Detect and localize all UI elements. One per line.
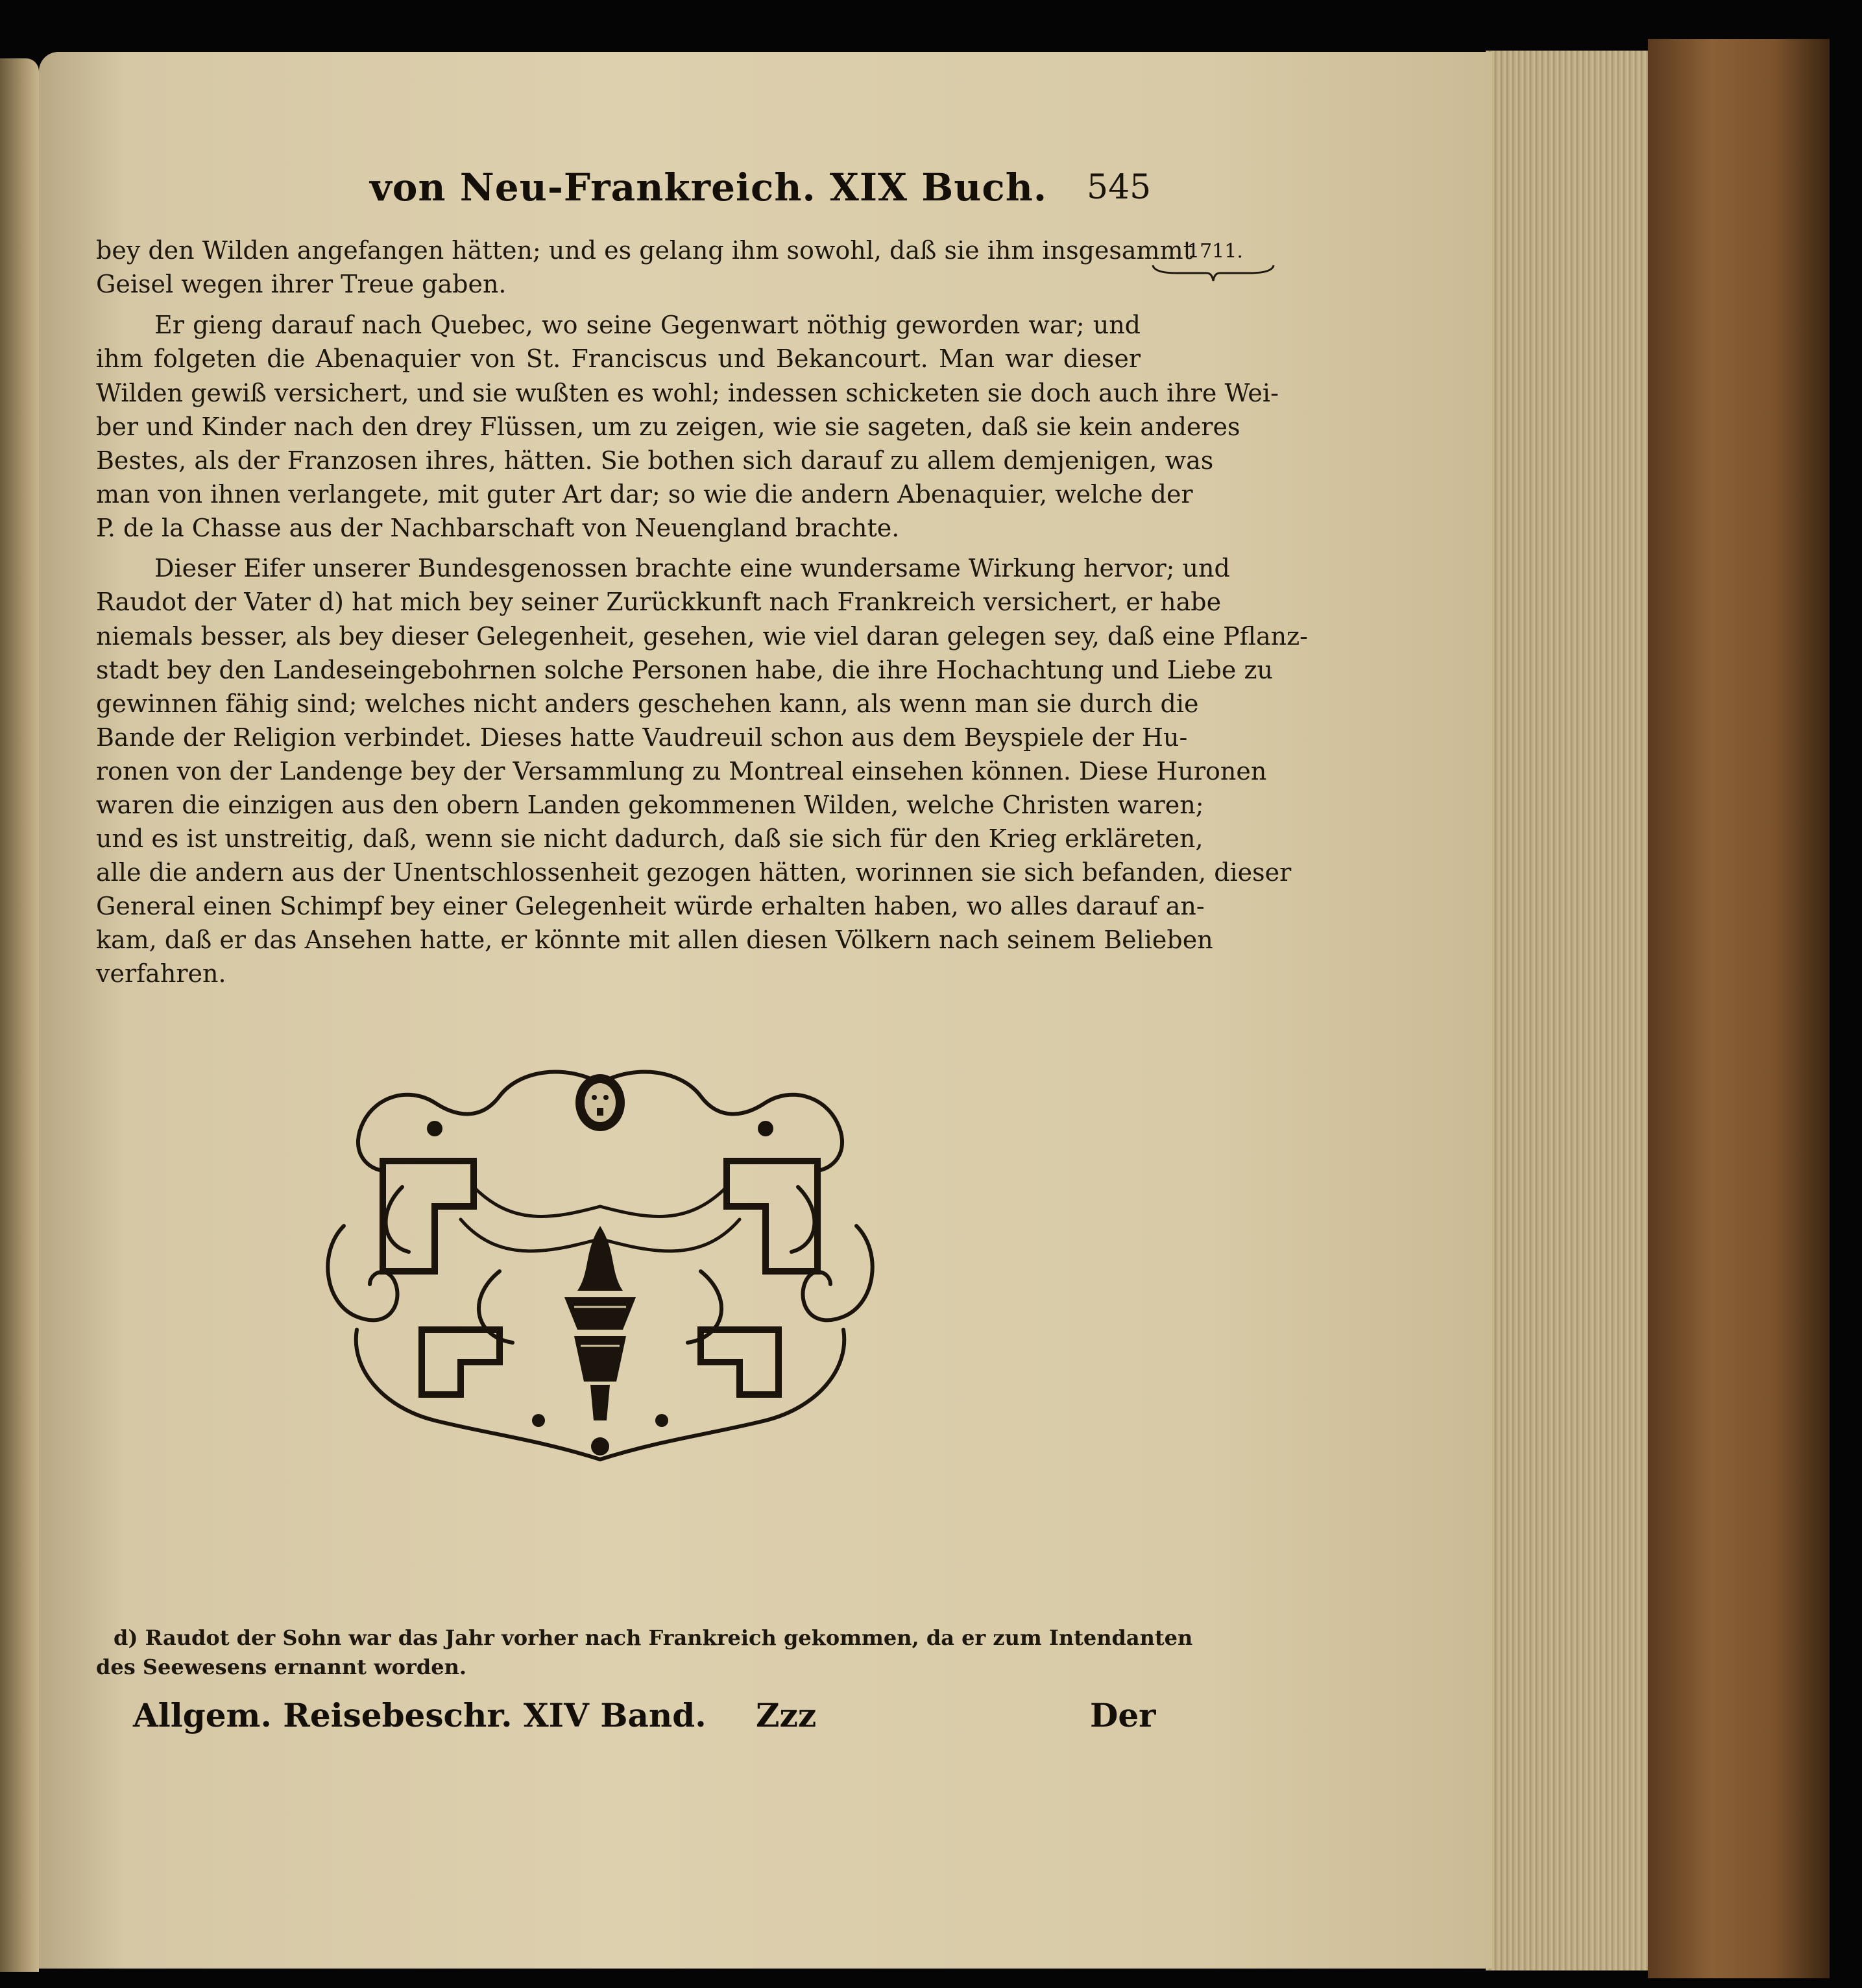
left-page-edge	[0, 58, 39, 1972]
text-line: alle die andern aus der Unentschlossenheit gezogen hätten, worinnen sie sich befanden, dieser	[96, 858, 1292, 887]
margin-year: 1711.	[1187, 240, 1243, 263]
text-line: Geisel wegen ihrer Treue gaben.	[96, 270, 507, 298]
text-line: ronen von der Landenge bey der Versammlung zu Montreal einsehen können. Diese Huronen	[96, 757, 1267, 785]
text-line: man von ihnen verlangete, mit guter Art dar; so wie die andern Abenaquier, welche der	[96, 480, 1193, 509]
text-line: waren die einzigen aus den obern Landen gekommenen Wilden, welche Christen waren;	[96, 791, 1204, 819]
page-number: 545	[1087, 168, 1152, 207]
text-line: niemals besser, als bey dieser Gelegenheit, gesehen, wie viel daran gelegen sey, daß eine Pflanz-	[96, 622, 1309, 651]
text-line: bey den Wilden angefangen hätten; und es gelang ihm sowohl, daß sie ihm insgesammt	[96, 236, 1193, 265]
text-line: gewinnen fähig sind; welches nicht anders geschehen kann, als wenn man sie durch die	[96, 689, 1199, 718]
text-line: Bande der Religion verbindet. Dieses hatte Vaudreuil schon aus dem Beyspiele der Hu-	[96, 723, 1188, 752]
text-line: Bestes, als der Franzosen ihres, hätten. Sie bothen sich darauf zu allem demjenigen, was	[96, 446, 1214, 475]
footnote-line: d) Raudot der Sohn war das Jahr vorher nach Frankreich gekommen, da er zum Intendanten	[114, 1625, 1193, 1650]
running-head: von Neu-Frankreich. XIX Buch.	[370, 165, 1048, 210]
text-line: kam, daß er das Ansehen hatte, er könnte mit allen diesen Völkern nach seinem Belieben	[96, 926, 1213, 954]
text-line: P. de la Chasse aus der Nachbarschaft von Neuengland brachte.	[96, 514, 900, 542]
text-line: Raudot der Vater d) hat mich bey seiner Zurückkunft nach Frankreich versichert, er habe	[96, 588, 1222, 616]
book-cover-edge	[1648, 39, 1830, 1978]
baroque-vignette-icon	[305, 1057, 895, 1472]
text-line: General einen Schimpf bey einer Gelegenheit würde erhalten haben, wo alles darauf an-	[96, 892, 1205, 920]
text-line: Dieser Eifer unserer Bundesgenossen brachte eine wundersame Wirkung hervor; und	[154, 554, 1230, 582]
text-line: verfahren.	[96, 959, 226, 988]
signature-mark: Zzz	[756, 1696, 817, 1734]
signature-title: Allgem. Reisebeschr. XIV Band.	[133, 1696, 707, 1734]
page-footer	[133, 1696, 1156, 1742]
page-block-edge	[1486, 51, 1648, 1970]
text-line: Wilden gewiß versichert, und sie wußten es wohl; indessen schicketen sie doch auch ihre Wei-	[96, 379, 1279, 407]
text-line: ber und Kinder nach den drey Flüssen, um zu zeigen, wie sie sageten, daß sie kein anderes	[96, 413, 1240, 441]
text-line: und es ist unstreitig, daß, wenn sie nicht dadurch, daß sie sich für den Krieg erkläreten,	[96, 824, 1203, 853]
page-header	[370, 165, 1152, 217]
text-line: Er gieng darauf nach Quebec, wo seine Gegenwart nöthig geworden war; und	[154, 311, 1141, 339]
text-line: ihm folgeten die Abenaquier von St. Franciscus und Bekancourt. Man war dieser	[96, 344, 1141, 373]
catchword: Der	[1090, 1696, 1156, 1734]
footnote-line: des Seewesens ernannt worden.	[96, 1655, 466, 1679]
margin-brace-icon	[1152, 263, 1275, 282]
text-line: stadt bey den Landeseingebohrnen solche Personen habe, die ihre Hochachtung und Liebe zu	[96, 656, 1273, 684]
